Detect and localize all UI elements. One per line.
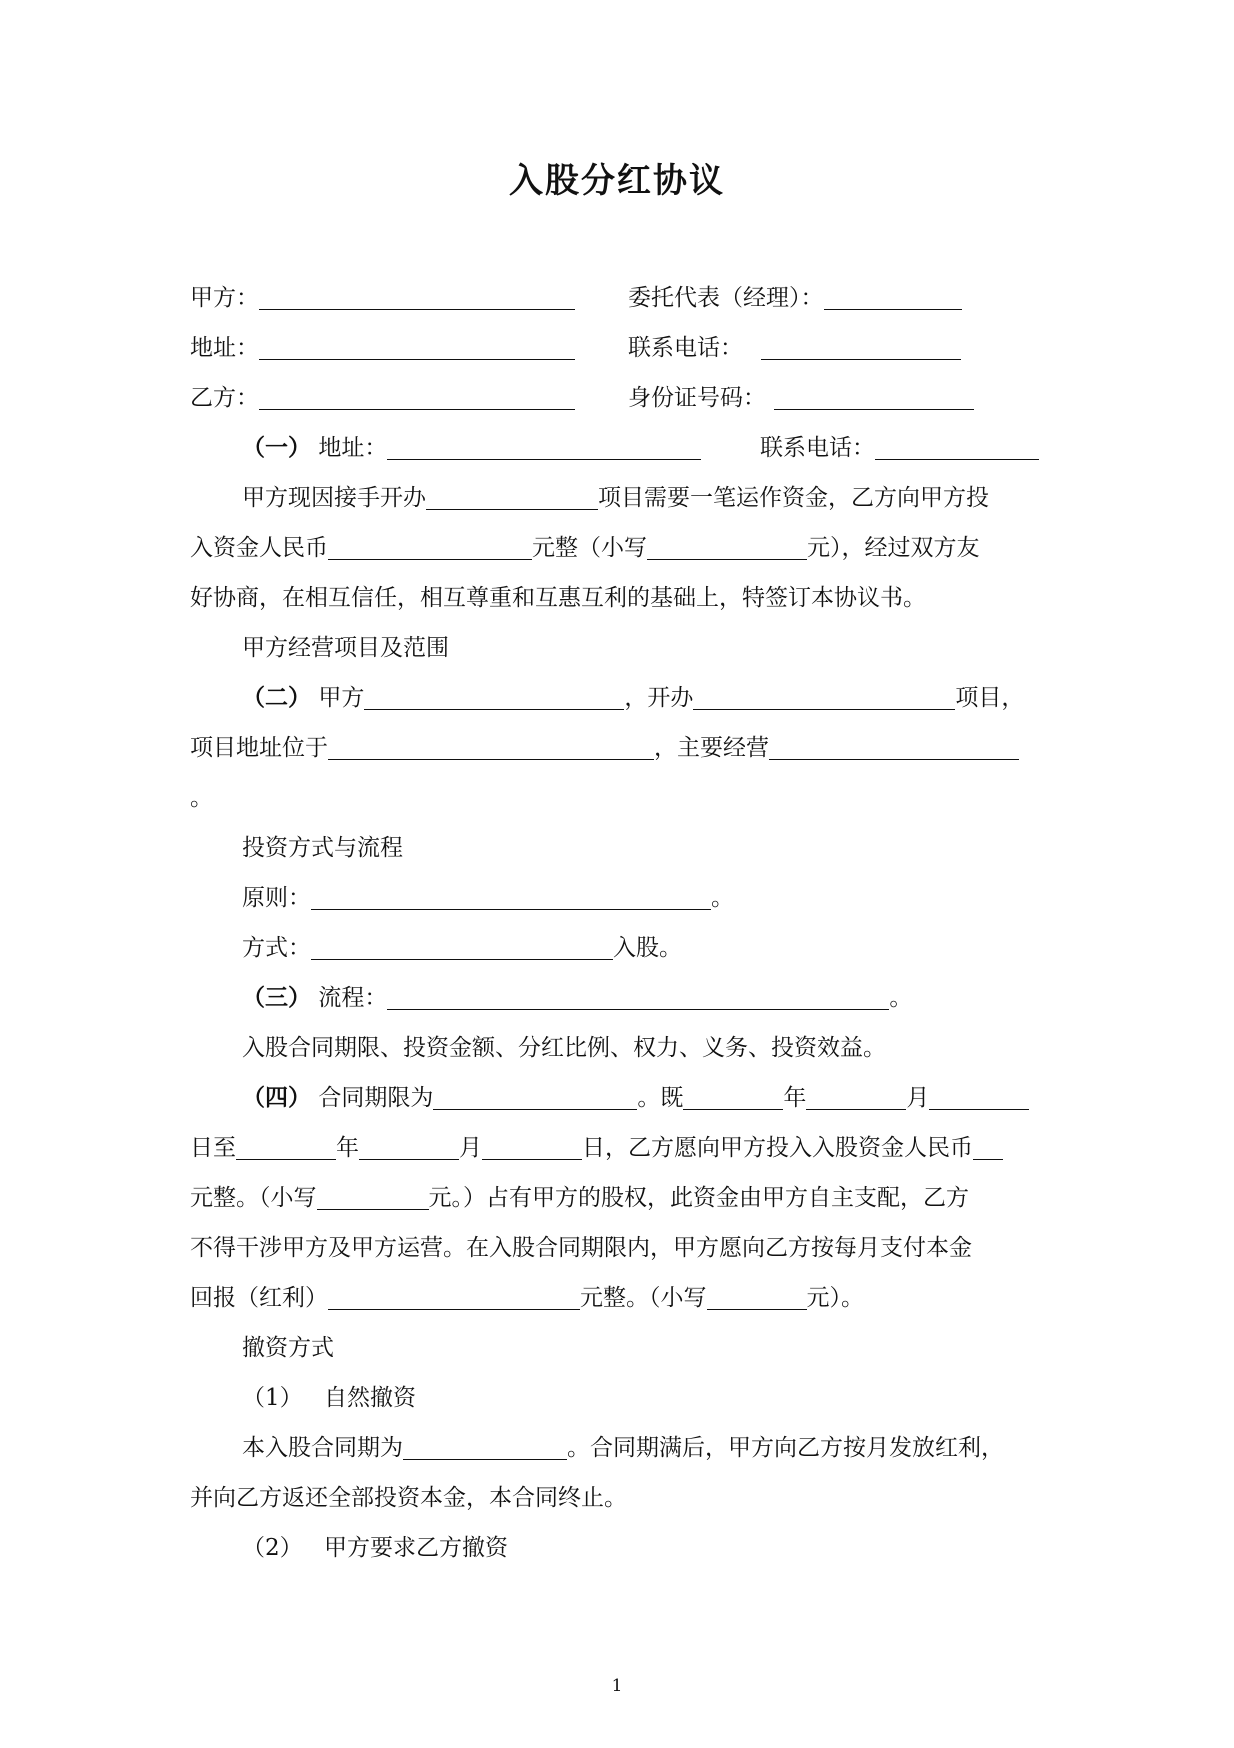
section1-number: （一） bbox=[242, 434, 311, 461]
party-b-blank[interactable] bbox=[259, 385, 575, 410]
section4-line2 bbox=[190, 1132, 1003, 1164]
section1-para-line3 bbox=[190, 582, 926, 614]
contract-period-blank[interactable] bbox=[403, 1435, 567, 1460]
withdraw1-label: 自然撤资 bbox=[323, 1385, 416, 1411]
principle-label: 原则： bbox=[242, 885, 311, 911]
text-fragment: 不得干涉甲方及甲方运营。在入股合同期限内，甲方愿向乙方按每月支付本金 bbox=[190, 1235, 972, 1261]
end-day-blank[interactable] bbox=[482, 1135, 582, 1160]
invest-heading-text: 投资方式与流程 bbox=[242, 835, 403, 861]
text-fragment: 并向乙方返还全部投资本金，本合同终止。 bbox=[190, 1485, 627, 1511]
text-fragment: 合同期限为 bbox=[318, 1085, 434, 1111]
end-year-blank[interactable] bbox=[236, 1135, 336, 1160]
phone-row bbox=[628, 332, 961, 364]
section4-number: （四） bbox=[242, 1084, 311, 1111]
share-capital-lowercase-blank[interactable] bbox=[317, 1185, 429, 1210]
section1-address-row bbox=[242, 432, 701, 464]
terms-heading bbox=[242, 1032, 886, 1064]
monthly-dividend-blank[interactable] bbox=[328, 1285, 580, 1310]
text-fragment: 元整。（小写 bbox=[190, 1185, 317, 1211]
withdraw-heading-text: 撤资方式 bbox=[242, 1335, 334, 1361]
delegate-blank[interactable] bbox=[824, 285, 962, 310]
withdraw2-row bbox=[242, 1532, 508, 1564]
text-fragment: 元），经过双方友 bbox=[807, 535, 980, 561]
document-title: 入股分红协议 bbox=[509, 161, 725, 201]
text-fragment: 入股。 bbox=[613, 935, 682, 961]
start-month-blank[interactable] bbox=[806, 1085, 906, 1110]
principle-row bbox=[242, 882, 734, 914]
section4-line4 bbox=[190, 1232, 972, 1264]
start-year-blank[interactable] bbox=[683, 1085, 783, 1110]
id-number-label: 身份证号码： bbox=[628, 385, 766, 411]
text-fragment: 日，乙方愿向甲方投入入股资金人民币 bbox=[582, 1135, 973, 1161]
party-a-blank[interactable] bbox=[259, 285, 575, 310]
text-fragment: 甲方现因接手开办 bbox=[242, 485, 426, 511]
method-blank[interactable] bbox=[311, 935, 613, 960]
id-number-blank[interactable] bbox=[774, 385, 974, 410]
text-fragment: 本入股合同期为 bbox=[242, 1435, 403, 1461]
opened-project-blank[interactable] bbox=[693, 685, 955, 710]
section3-number: （三） bbox=[242, 984, 311, 1011]
party-b-row bbox=[190, 382, 575, 414]
text-fragment: 项目， bbox=[955, 685, 1025, 711]
party-b-label: 乙方： bbox=[190, 385, 259, 411]
text-fragment: 。既 bbox=[637, 1085, 684, 1111]
section4-line1 bbox=[242, 1082, 1029, 1114]
text-fragment: 元。）占有甲方的股权，此资金由甲方自主支配，乙方 bbox=[428, 1185, 969, 1211]
section2-number: （二） bbox=[242, 684, 311, 711]
text-fragment: 入资金人民币 bbox=[190, 535, 328, 561]
withdraw2-label: 甲方要求乙方撤资 bbox=[323, 1535, 508, 1561]
text-fragment: ，开办 bbox=[624, 685, 694, 711]
main-business-blank[interactable] bbox=[769, 735, 1019, 760]
project-name-blank[interactable] bbox=[426, 485, 598, 510]
start-day-blank[interactable] bbox=[929, 1085, 1029, 1110]
method-row bbox=[242, 932, 682, 964]
id-number-row bbox=[628, 382, 974, 414]
text-fragment: 元整（小写 bbox=[532, 535, 647, 561]
delegate-label: 委托代表（经理）： bbox=[628, 285, 824, 311]
text-fragment: 日至 bbox=[190, 1135, 236, 1161]
natural-line1 bbox=[242, 1432, 1004, 1464]
terms-heading-text: 入股合同期限、投资金额、分红比例、权力、义务、投资效益。 bbox=[242, 1035, 886, 1061]
principle-blank[interactable] bbox=[311, 885, 711, 910]
contract-term-blank[interactable] bbox=[433, 1085, 637, 1110]
text-fragment: ，主要经营 bbox=[654, 735, 769, 761]
section1-address-label: 地址： bbox=[318, 435, 388, 461]
withdraw1-number: （1） bbox=[242, 1385, 303, 1411]
party-a-row bbox=[190, 282, 575, 314]
section4-line5 bbox=[190, 1282, 864, 1314]
section1-address-blank[interactable] bbox=[387, 435, 701, 460]
withdraw1-row bbox=[242, 1382, 416, 1414]
end-month-blank[interactable] bbox=[359, 1135, 459, 1160]
section2-line2 bbox=[190, 732, 1019, 764]
text-fragment: 年 bbox=[336, 1135, 359, 1161]
amount-lowercase-blank[interactable] bbox=[647, 535, 807, 560]
section4-line3 bbox=[190, 1182, 969, 1214]
address-blank[interactable] bbox=[259, 335, 575, 360]
section1-para-line2 bbox=[190, 532, 980, 564]
text-fragment: 元）。 bbox=[806, 1285, 864, 1311]
amount-blank[interactable] bbox=[328, 535, 532, 560]
natural-line2 bbox=[190, 1482, 627, 1514]
section2-line1 bbox=[242, 682, 1024, 714]
address-label: 地址： bbox=[190, 335, 259, 361]
section3-row bbox=[242, 982, 912, 1014]
text-fragment: 回报（红利） bbox=[190, 1285, 328, 1311]
process-label: 流程： bbox=[318, 985, 388, 1011]
text-fragment: 项目需要一笔运作资金，乙方向甲方投 bbox=[598, 485, 989, 511]
section1-para-line1 bbox=[242, 482, 989, 514]
text-fragment: 好协商，在相互信任，相互尊重和互惠互利的基础上，特签订本协议书。 bbox=[190, 585, 926, 611]
withdraw2-number: （2） bbox=[242, 1535, 303, 1561]
method-label: 方式： bbox=[242, 935, 311, 961]
text-fragment: 元整。（小写 bbox=[580, 1285, 707, 1311]
section1-phone-label: 联系电话： bbox=[760, 435, 875, 461]
project-address-blank[interactable] bbox=[328, 735, 654, 760]
text-fragment: 年 bbox=[783, 1085, 807, 1111]
text-fragment: 。 bbox=[190, 785, 213, 811]
section1-phone-row bbox=[760, 432, 1039, 464]
monthly-dividend-lowercase-blank[interactable] bbox=[707, 1285, 807, 1310]
text-fragment: 。合同期满后，甲方向乙方按月发放红利， bbox=[567, 1435, 1004, 1461]
party-a-label: 甲方： bbox=[190, 285, 259, 311]
address-row bbox=[190, 332, 575, 364]
text-fragment: 甲方 bbox=[318, 685, 365, 711]
phone-label: 联系电话： bbox=[628, 335, 743, 361]
section2-line3 bbox=[190, 782, 213, 814]
share-capital-blank[interactable] bbox=[973, 1135, 1003, 1160]
invest-heading bbox=[242, 832, 403, 864]
scope-heading-text: 甲方经营项目及范围 bbox=[242, 635, 449, 661]
text-fragment: 。 bbox=[889, 985, 913, 1011]
phone-blank[interactable] bbox=[761, 335, 961, 360]
withdraw-heading bbox=[242, 1332, 334, 1364]
party-a-name-blank[interactable] bbox=[364, 685, 624, 710]
delegate-row bbox=[628, 282, 962, 314]
text-fragment: 月 bbox=[906, 1085, 930, 1111]
text-fragment: 月 bbox=[459, 1135, 482, 1161]
text-fragment: 。 bbox=[711, 885, 734, 911]
section1-phone-blank[interactable] bbox=[875, 435, 1039, 460]
process-blank[interactable] bbox=[387, 985, 889, 1010]
text-fragment: 项目地址位于 bbox=[190, 735, 328, 761]
page-number: 1 bbox=[611, 1676, 623, 1696]
scope-heading bbox=[242, 632, 449, 664]
